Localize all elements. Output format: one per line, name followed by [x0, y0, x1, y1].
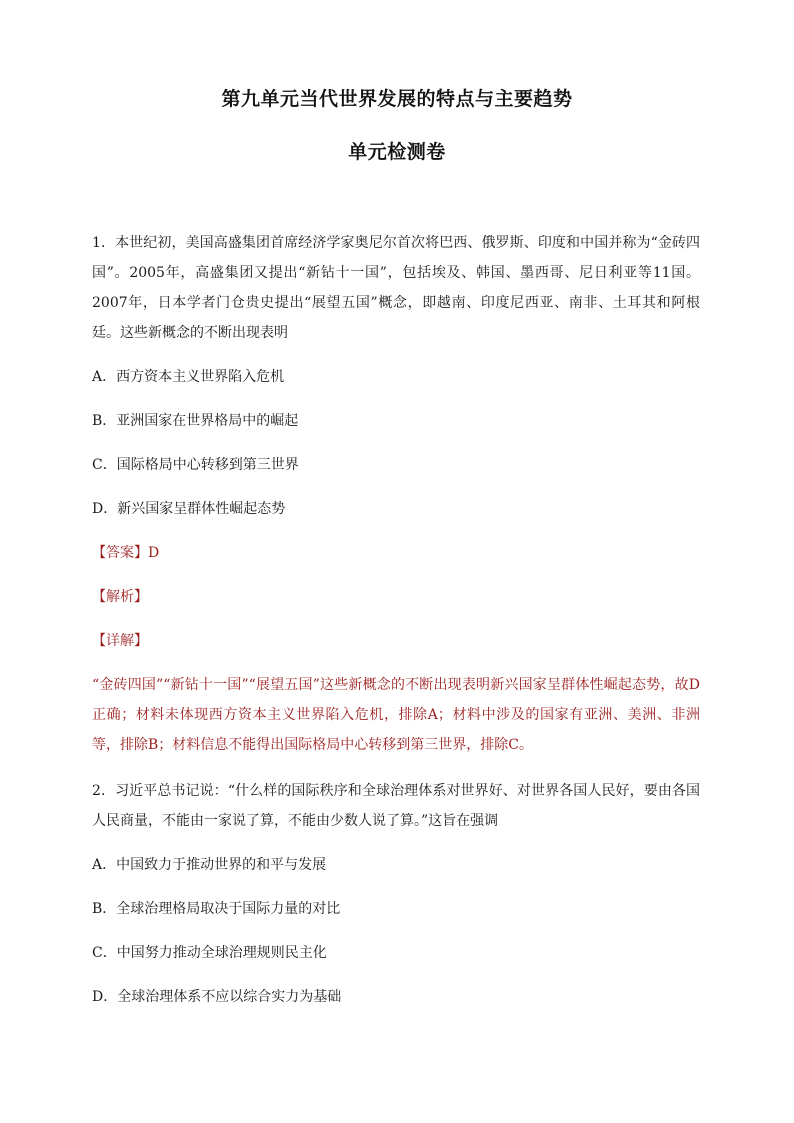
- document-title: 第九单元当代世界发展的特点与主要趋势: [221, 88, 573, 110]
- question-1-answer: [92, 538, 700, 568]
- question-2-stem: 2．习近平总书记说：“什么样的国际秩序和全球治理体系对世界好、对世界各国人民好，要由各国人民商量，不能由一家说了算，不能由少数人说了算。”这旨在强调: [92, 783, 700, 829]
- question-1-analysis-label: 【解析】: [92, 589, 148, 605]
- question-1-option-c: C．国际格局中心转移到第三世界: [92, 457, 299, 473]
- question-2-option-c: C．中国努力推动全球治理规则民主化: [92, 945, 327, 961]
- question-2-option-d: D．全球治理体系不应以综合实力为基础: [92, 989, 342, 1005]
- question-1-stem: 1．本世纪初，美国高盛集团首席经济学家奥尼尔首次将巴西、俄罗斯、印度和中国并称为“金砖四国”。2005年，高盛集团又提出“新钻十一国”，包括埃及、韩国、墨西哥、尼日利亚等11国。2007年，日本学者门仓贵史提出“展望五国”概念，即越南、印度尼西亚、南非、土耳其和阿根廷。这些新概念的不断出现表明: [92, 235, 700, 341]
- question-1-detail: “金砖四国”“新钻十一国”“展望五国”这些新概念的不断出现表明新兴国家呈群体性崛起态势，故D正确；材料未体现西方资本主义世界陷入危机，排除A；材料中涉及的国家有亚洲、美洲、非洲等，排除B；材料信息不能得出国际格局中心转移到第三世界，排除C。: [92, 677, 700, 753]
- question-1-option-b: B．亚洲国家在世界格局中的崛起: [92, 413, 299, 429]
- document-subtitle: 单元检测卷: [348, 141, 446, 163]
- answer-value: D: [148, 545, 160, 561]
- question-1-option-a: A．西方资本主义世界陷入危机: [92, 369, 285, 385]
- question-2-option-b: B．全球治理格局取决于国际力量的对比: [92, 901, 341, 917]
- document-body: [92, 228, 700, 1012]
- question-1-option-d: D．新兴国家呈群体性崛起态势: [92, 501, 286, 517]
- question-1-detail-label: 【详解】: [92, 633, 148, 649]
- answer-label: 【答案】: [92, 545, 148, 561]
- question-2-option-a: A．中国致力于推动世界的和平与发展: [92, 857, 327, 873]
